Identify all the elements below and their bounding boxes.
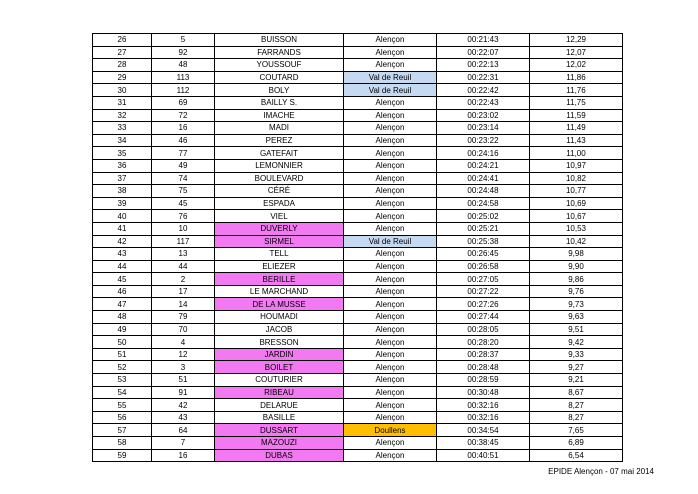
time-cell: 00:27:22 (437, 285, 530, 298)
city-cell: Alençon (344, 185, 437, 198)
rank-cell: 58 (93, 437, 152, 450)
table-row (93, 71, 623, 84)
speed-cell: 9,42 (530, 336, 623, 349)
time-cell: 00:21:43 (437, 34, 530, 47)
results-body (93, 34, 623, 462)
rank-cell: 29 (93, 71, 152, 84)
city-cell: Alençon (344, 374, 437, 387)
name-cell: TELL (215, 248, 344, 261)
table-row (93, 260, 623, 273)
rank-cell: 38 (93, 185, 152, 198)
bib-cell: 64 (152, 424, 215, 437)
bib-cell: 112 (152, 84, 215, 97)
speed-cell: 8,27 (530, 399, 623, 412)
bib-cell: 74 (152, 172, 215, 185)
speed-cell: 9,27 (530, 361, 623, 374)
speed-cell: 9,33 (530, 348, 623, 361)
city-cell: Alençon (344, 361, 437, 374)
city-cell: Alençon (344, 298, 437, 311)
time-cell: 00:26:58 (437, 260, 530, 273)
name-cell: BAILLY S. (215, 96, 344, 109)
speed-cell: 9,90 (530, 260, 623, 273)
city-cell: Alençon (344, 285, 437, 298)
rank-cell: 32 (93, 109, 152, 122)
name-cell: SIRMEL (215, 235, 344, 248)
bib-cell: 4 (152, 336, 215, 349)
city-cell: Alençon (344, 46, 437, 59)
speed-cell: 10,53 (530, 222, 623, 235)
time-cell: 00:22:13 (437, 59, 530, 72)
bib-cell: 44 (152, 260, 215, 273)
city-cell: Alençon (344, 323, 437, 336)
bib-cell: 42 (152, 399, 215, 412)
speed-cell: 9,98 (530, 248, 623, 261)
city-cell: Alençon (344, 348, 437, 361)
table-row (93, 411, 623, 424)
name-cell: VIEL (215, 210, 344, 223)
rank-cell: 49 (93, 323, 152, 336)
city-cell: Alençon (344, 197, 437, 210)
rank-cell: 33 (93, 122, 152, 135)
name-cell: RIBEAU (215, 386, 344, 399)
time-cell: 00:24:48 (437, 185, 530, 198)
rank-cell: 26 (93, 34, 152, 47)
city-cell: Alençon (344, 336, 437, 349)
rank-cell: 51 (93, 348, 152, 361)
table-row (93, 298, 623, 311)
city-cell: Alençon (344, 273, 437, 286)
name-cell: GATEFAIT (215, 147, 344, 160)
speed-cell: 10,69 (530, 197, 623, 210)
city-cell: Alençon (344, 159, 437, 172)
rank-cell: 45 (93, 273, 152, 286)
city-cell: Alençon (344, 122, 437, 135)
speed-cell: 6,89 (530, 437, 623, 450)
table-row (93, 386, 623, 399)
speed-cell: 11,43 (530, 134, 623, 147)
speed-cell: 9,51 (530, 323, 623, 336)
rank-cell: 27 (93, 46, 152, 59)
speed-cell: 11,49 (530, 122, 623, 135)
rank-cell: 47 (93, 298, 152, 311)
bib-cell: 91 (152, 386, 215, 399)
rank-cell: 36 (93, 159, 152, 172)
results-table (92, 33, 623, 462)
table-row (93, 285, 623, 298)
footer-text: EPIDE Alençon - 07 mai 2014 (548, 467, 654, 476)
bib-cell: 48 (152, 59, 215, 72)
time-cell: 00:28:05 (437, 323, 530, 336)
speed-cell: 10,97 (530, 159, 623, 172)
table-row (93, 399, 623, 412)
name-cell: JARDIN (215, 348, 344, 361)
speed-cell: 12,29 (530, 34, 623, 47)
speed-cell: 7,65 (530, 424, 623, 437)
time-cell: 00:23:14 (437, 122, 530, 135)
time-cell: 00:26:45 (437, 248, 530, 261)
time-cell: 00:28:20 (437, 336, 530, 349)
time-cell: 00:24:41 (437, 172, 530, 185)
speed-cell: 11,75 (530, 96, 623, 109)
time-cell: 00:24:16 (437, 147, 530, 160)
bib-cell: 70 (152, 323, 215, 336)
table-row (93, 210, 623, 223)
table-row (93, 84, 623, 97)
name-cell: COUTARD (215, 71, 344, 84)
table-row (93, 134, 623, 147)
name-cell: HOUMADI (215, 311, 344, 324)
table-row (93, 109, 623, 122)
bib-cell: 12 (152, 348, 215, 361)
bib-cell: 113 (152, 71, 215, 84)
time-cell: 00:40:51 (437, 449, 530, 462)
rank-cell: 31 (93, 96, 152, 109)
speed-cell: 12,07 (530, 46, 623, 59)
table-row (93, 235, 623, 248)
time-cell: 00:32:16 (437, 411, 530, 424)
time-cell: 00:24:58 (437, 197, 530, 210)
city-cell: Alençon (344, 386, 437, 399)
city-cell: Val de Reuil (344, 235, 437, 248)
name-cell: IMACHE (215, 109, 344, 122)
bib-cell: 7 (152, 437, 215, 450)
bib-cell: 79 (152, 311, 215, 324)
rank-cell: 56 (93, 411, 152, 424)
bib-cell: 5 (152, 34, 215, 47)
table-row (93, 147, 623, 160)
table-row (93, 122, 623, 135)
bib-cell: 49 (152, 159, 215, 172)
speed-cell: 10,42 (530, 235, 623, 248)
table-row (93, 222, 623, 235)
table-row (93, 273, 623, 286)
rank-cell: 59 (93, 449, 152, 462)
table-row (93, 159, 623, 172)
city-cell: Alençon (344, 248, 437, 261)
time-cell: 00:24:21 (437, 159, 530, 172)
city-cell: Val de Reuil (344, 71, 437, 84)
name-cell: CÉRÉ (215, 185, 344, 198)
speed-cell: 9,86 (530, 273, 623, 286)
time-cell: 00:25:02 (437, 210, 530, 223)
bib-cell: 45 (152, 197, 215, 210)
name-cell: BASILLE (215, 411, 344, 424)
name-cell: ESPADA (215, 197, 344, 210)
time-cell: 00:25:38 (437, 235, 530, 248)
time-cell: 00:22:42 (437, 84, 530, 97)
speed-cell: 10,82 (530, 172, 623, 185)
time-cell: 00:34:54 (437, 424, 530, 437)
speed-cell: 8,67 (530, 386, 623, 399)
city-cell: Alençon (344, 34, 437, 47)
speed-cell: 6,54 (530, 449, 623, 462)
table-row (93, 59, 623, 72)
bib-cell: 75 (152, 185, 215, 198)
city-cell: Alençon (344, 449, 437, 462)
table-row (93, 323, 623, 336)
time-cell: 00:28:37 (437, 348, 530, 361)
name-cell: MAZOUZI (215, 437, 344, 450)
speed-cell: 11,59 (530, 109, 623, 122)
rank-cell: 54 (93, 386, 152, 399)
rank-cell: 48 (93, 311, 152, 324)
name-cell: DUVERLY (215, 222, 344, 235)
rank-cell: 35 (93, 147, 152, 160)
rank-cell: 50 (93, 336, 152, 349)
bib-cell: 51 (152, 374, 215, 387)
city-cell: Alençon (344, 311, 437, 324)
rank-cell: 28 (93, 59, 152, 72)
name-cell: BOLY (215, 84, 344, 97)
rank-cell: 43 (93, 248, 152, 261)
rank-cell: 44 (93, 260, 152, 273)
rank-cell: 46 (93, 285, 152, 298)
name-cell: MADI (215, 122, 344, 135)
bib-cell: 92 (152, 46, 215, 59)
bib-cell: 17 (152, 285, 215, 298)
rank-cell: 55 (93, 399, 152, 412)
bib-cell: 77 (152, 147, 215, 160)
speed-cell: 9,63 (530, 311, 623, 324)
speed-cell: 9,76 (530, 285, 623, 298)
time-cell: 00:22:31 (437, 71, 530, 84)
time-cell: 00:30:48 (437, 386, 530, 399)
speed-cell: 12,02 (530, 59, 623, 72)
bib-cell: 46 (152, 134, 215, 147)
city-cell: Alençon (344, 222, 437, 235)
time-cell: 00:32:16 (437, 399, 530, 412)
name-cell: YOUSSOUF (215, 59, 344, 72)
rank-cell: 57 (93, 424, 152, 437)
time-cell: 00:28:48 (437, 361, 530, 374)
table-row (93, 361, 623, 374)
time-cell: 00:27:05 (437, 273, 530, 286)
table-row (93, 424, 623, 437)
time-cell: 00:38:45 (437, 437, 530, 450)
time-cell: 00:22:43 (437, 96, 530, 109)
bib-cell: 3 (152, 361, 215, 374)
name-cell: DE LA MUSSE (215, 298, 344, 311)
city-cell: Alençon (344, 147, 437, 160)
rank-cell: 37 (93, 172, 152, 185)
city-cell: Alençon (344, 109, 437, 122)
rank-cell: 52 (93, 361, 152, 374)
table-row (93, 311, 623, 324)
city-cell: Doullens (344, 424, 437, 437)
city-cell: Alençon (344, 399, 437, 412)
table-row (93, 348, 623, 361)
name-cell: FARRANDS (215, 46, 344, 59)
table-row (93, 248, 623, 261)
rank-cell: 40 (93, 210, 152, 223)
table-row (93, 437, 623, 450)
time-cell: 00:27:44 (437, 311, 530, 324)
name-cell: BERILLE (215, 273, 344, 286)
city-cell: Alençon (344, 437, 437, 450)
table-row (93, 46, 623, 59)
speed-cell: 8,27 (530, 411, 623, 424)
name-cell: BOILET (215, 361, 344, 374)
speed-cell: 11,76 (530, 84, 623, 97)
time-cell: 00:27:26 (437, 298, 530, 311)
time-cell: 00:22:07 (437, 46, 530, 59)
bib-cell: 69 (152, 96, 215, 109)
bib-cell: 16 (152, 449, 215, 462)
city-cell: Alençon (344, 96, 437, 109)
name-cell: BRESSON (215, 336, 344, 349)
speed-cell: 10,67 (530, 210, 623, 223)
table-row (93, 449, 623, 462)
city-cell: Alençon (344, 260, 437, 273)
table-row (93, 34, 623, 47)
rank-cell: 34 (93, 134, 152, 147)
table-row (93, 336, 623, 349)
bib-cell: 13 (152, 248, 215, 261)
city-cell: Alençon (344, 134, 437, 147)
rank-cell: 42 (93, 235, 152, 248)
name-cell: COUTURIER (215, 374, 344, 387)
time-cell: 00:28:59 (437, 374, 530, 387)
rank-cell: 53 (93, 374, 152, 387)
city-cell: Alençon (344, 59, 437, 72)
name-cell: LE MARCHAND (215, 285, 344, 298)
city-cell: Alençon (344, 411, 437, 424)
speed-cell: 11,00 (530, 147, 623, 160)
time-cell: 00:25:21 (437, 222, 530, 235)
name-cell: LEMONNIER (215, 159, 344, 172)
speed-cell: 10,77 (530, 185, 623, 198)
time-cell: 00:23:02 (437, 109, 530, 122)
bib-cell: 76 (152, 210, 215, 223)
table-row (93, 185, 623, 198)
table-row (93, 96, 623, 109)
rank-cell: 30 (93, 84, 152, 97)
city-cell: Val de Reuil (344, 84, 437, 97)
time-cell: 00:23:22 (437, 134, 530, 147)
bib-cell: 117 (152, 235, 215, 248)
city-cell: Alençon (344, 210, 437, 223)
bib-cell: 2 (152, 273, 215, 286)
speed-cell: 9,73 (530, 298, 623, 311)
name-cell: DELARUE (215, 399, 344, 412)
bib-cell: 72 (152, 109, 215, 122)
table-row (93, 172, 623, 185)
name-cell: BOULEVARD (215, 172, 344, 185)
name-cell: BUISSON (215, 34, 344, 47)
city-cell: Alençon (344, 172, 437, 185)
bib-cell: 43 (152, 411, 215, 424)
speed-cell: 11,86 (530, 71, 623, 84)
name-cell: DUSSART (215, 424, 344, 437)
name-cell: JACOB (215, 323, 344, 336)
name-cell: DUBAS (215, 449, 344, 462)
bib-cell: 14 (152, 298, 215, 311)
bib-cell: 10 (152, 222, 215, 235)
bib-cell: 16 (152, 122, 215, 135)
name-cell: PEREZ (215, 134, 344, 147)
table-row (93, 197, 623, 210)
rank-cell: 39 (93, 197, 152, 210)
rank-cell: 41 (93, 222, 152, 235)
name-cell: ELIEZER (215, 260, 344, 273)
speed-cell: 9,21 (530, 374, 623, 387)
table-row (93, 374, 623, 387)
